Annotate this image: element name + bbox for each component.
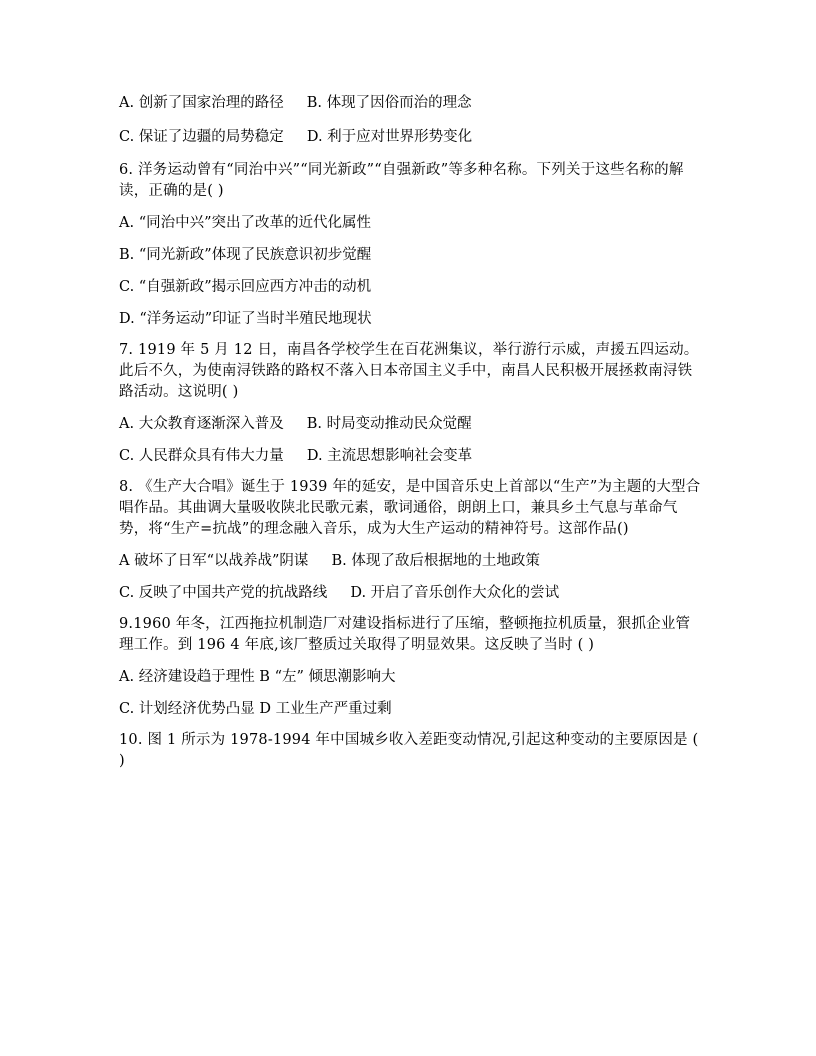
q6-stem: 6. 洋务运动曾有“同治中兴”“同光新政”“自强新政”等多种名称。下列关于这些名称的解读，正确的是( ) [119, 162, 684, 199]
q9-options-line-2: C. 计划经济优势凸显 D 工业生产严重过剩 [119, 701, 392, 717]
q5-options-line-2: C. 保证了边疆的局势稳定 D. 利于应对世界形势变化 [119, 129, 473, 145]
q8-options-line-2: C. 反映了中国共产党的抗战路线 D. 开启了音乐创作大众化的尝试 [119, 585, 560, 601]
exam-page [119, 92, 709, 772]
q7-options-line-2: C. 人民群众具有伟大力量 D. 主流思想影响社会变革 [119, 448, 473, 464]
q9-options-line-1: A. 经济建设趋于理性 B “左” 倾思潮影响大 [119, 669, 396, 685]
q5-options-line-1: A. 创新了国家治理的路径 B. 体现了因俗而治的理念 [119, 95, 472, 111]
q6-option-d: D. “洋务运动”印证了当时半殖民地现状 [119, 311, 372, 327]
q9-stem: 9.1960 年冬，江西拖拉机制造厂对建设指标进行了压缩，整顿拖拉机质量，狠抓企业管理工作。到 196 4 年底,该厂整质过关取得了明显效果。这反映了当时 ( ) [119, 616, 691, 653]
q7-stem: 7. 1919 年 5 月 12 日，南昌各学校学生在百花洲集议，举行游行示威，声援五四运动。此后不久，为使南浔铁路的路权不落入日本帝国主义手中，南昌人民积极开展拯救南浔铁路活动。这说明( ) [119, 342, 699, 400]
q8-stem: 8. 《生产大合唱》诞生于 1939 年的延安，是中国音乐史上首部以“生产”为主题的大型合唱作品。其曲调大量吸收陕北民歌元素，歌词通俗，朗朗上口，兼具乡土气息与革命气势，将“生产=抗战”的理念融入音乐，成为大生产运动的精神符号。这部作品() [119, 479, 701, 537]
q6-option-a: A. “同治中兴”突出了改革的近代化属性 [119, 215, 372, 231]
q10-stem: 10. 图 1 所示为 1978-1994 年中国城乡收入差距变动情况,引起这种变动的主要原因是 ( ) [119, 732, 699, 769]
q8-options-line-1: A 破坏了日军“以战养战”阴谋 B. 体现了敌后根据地的土地政策 [119, 553, 540, 569]
q7-options-line-1: A. 大众教育逐渐深入普及 B. 时局变动推动民众觉醒 [119, 416, 472, 432]
q6-option-b: B. “同光新政”体现了民族意识初步觉醒 [119, 247, 372, 263]
q6-option-c: C. “自强新政”揭示回应西方冲击的动机 [119, 279, 372, 295]
